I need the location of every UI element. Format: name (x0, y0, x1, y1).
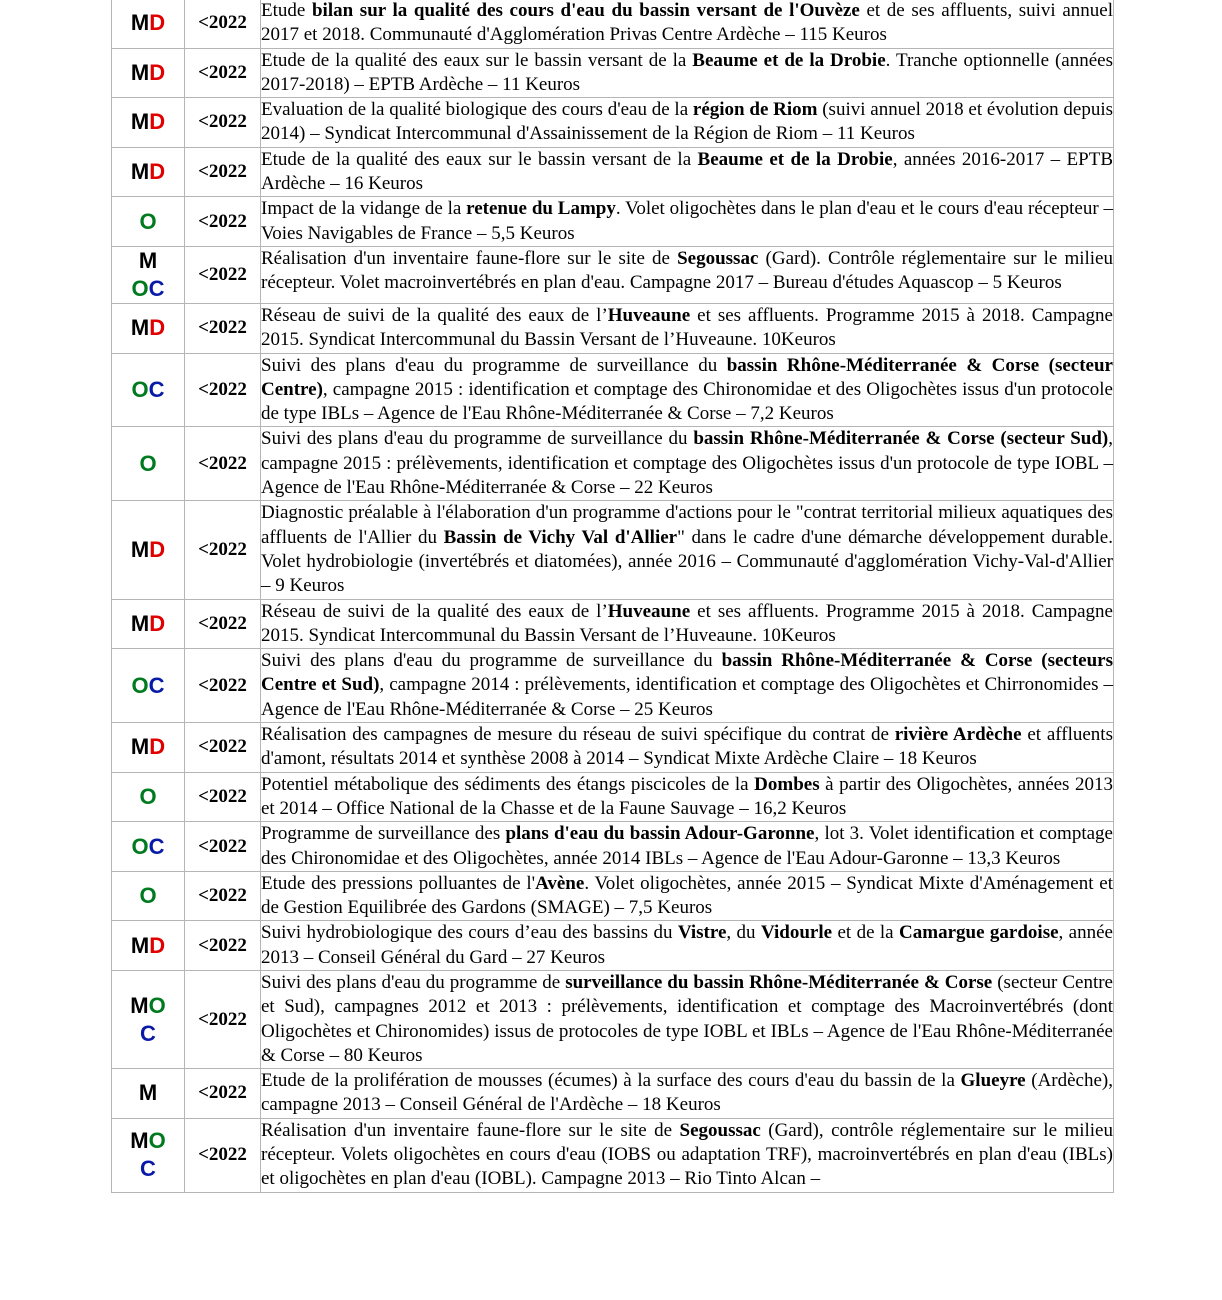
competence-letter: O (139, 450, 157, 476)
table-row (112, 48, 1114, 98)
description-text: Suivi des plans d'eau du programme de (261, 971, 566, 993)
description-text: Suivi des plans d'eau du programme de surveillance du (261, 650, 722, 672)
description-text: et ses affluents. Programme 2015 à 2018. Campagne 2015. Syndicat Intercommunal du Bassin Versant de l’Huveaune. 10Keuros (261, 304, 1113, 351)
competence-code (112, 48, 185, 98)
description-text: Réseau de suivi de la qualité des eaux de l’ (261, 600, 608, 622)
competence-letter: O (131, 833, 149, 859)
year-cell: <2022 (185, 98, 261, 148)
description-cell (261, 98, 1114, 148)
description-cell (261, 723, 1114, 773)
competence-letter: M (130, 315, 150, 341)
table-row (112, 246, 1114, 303)
description-text: Programme de surveillance des (261, 823, 506, 845)
year-cell: <2022 (185, 303, 261, 353)
highlighted-site: Beaume et de la Drobie (692, 49, 886, 71)
competence-letter: D (149, 59, 166, 85)
competence-code (112, 353, 185, 427)
competence-letter: C (140, 1156, 156, 1182)
description-text: , campagne 2015 : identification et comptage des Chironomidae et des Oligochètes issus d'un protocole de type IBLs – Agence de l'Eau Rhône-Méditerranée & Corse – 7,2 Keuros (261, 378, 1113, 425)
description-cell (261, 772, 1114, 822)
year-cell: <2022 (185, 970, 261, 1068)
description-cell (261, 921, 1114, 971)
highlighted-site: Dombes (754, 773, 820, 795)
table-row (112, 501, 1114, 599)
description-text: , du (726, 922, 761, 944)
highlighted-site: retenue du Lampy (466, 198, 616, 220)
highlighted-site: bassin Rhône-Méditerranée & Corse (secteurs Centre et Sud) (261, 650, 1114, 696)
competence-letter: O (131, 275, 149, 301)
highlighted-site: Segoussac (679, 1119, 761, 1141)
competence-letter: M (130, 59, 150, 85)
competence-letter: M (130, 109, 150, 135)
competence-code-line (112, 733, 184, 761)
highlighted-site: bilan sur la qualité des cours d'eau du bassin versant de l'Ouvèze (311, 0, 860, 21)
highlighted-site: Segoussac (677, 247, 759, 269)
year-cell: <2022 (185, 197, 261, 247)
competence-code-line (112, 992, 184, 1020)
competence-letter: D (149, 159, 166, 185)
description-text: Potentiel métabolique des sédiments des étangs piscicoles de la (261, 773, 755, 795)
description-text: Réalisation d'un inventaire faune-flore sur le site de (261, 1119, 680, 1141)
references-table (111, 0, 1114, 1193)
competence-letter: D (149, 734, 166, 760)
competence-code-line (112, 1079, 184, 1107)
description-text: , campagne 2015 : prélèvements, identification et comptage des Oligochètes issus d'un protocole de type IOBL – Agence de l'Eau Rhône-Méditerranée & Corse – 22 Keuros (261, 428, 1113, 499)
description-text: Etude de la qualité des eaux sur le bassin versant de la (261, 148, 698, 170)
description-text: " dans le cadre d'une démarche développement durable. Volet hydrobiologie (invertébrés et diatomées), année 2016 – Communauté d'agglomération Vichy-Val-d'Allier – 9 Keuros (261, 526, 1113, 597)
description-text: (Gard). Contrôle réglementaire sur le milieu récepteur. Volet macroinvertébrés en plan d'eau. Campagne 2017 – Bureau d'études Aquascop – 5 Keuros (261, 247, 1113, 294)
table-row (112, 353, 1114, 427)
table-row (112, 1069, 1114, 1119)
competence-code-line (112, 833, 184, 861)
description-cell (261, 649, 1114, 723)
highlighted-site: région de Riom (692, 99, 818, 121)
year-cell: <2022 (185, 246, 261, 303)
competence-code (112, 246, 185, 303)
highlighted-site: plans d'eau du bassin Adour-Garonne (505, 823, 815, 845)
competence-code (112, 921, 185, 971)
competence-letter: M (130, 159, 150, 185)
table-row (112, 303, 1114, 353)
description-text: et de la (832, 922, 900, 944)
table-row (112, 147, 1114, 197)
competence-code-line (112, 783, 184, 811)
competence-code-line (112, 275, 184, 303)
description-text: , campagne 2014 : prélèvements, identification et comptage des Oligochètes et Chirronomides – Agence de l'Eau Rhône-Méditerranée & Corse – 25 Keuros (261, 674, 1113, 720)
table-row (112, 98, 1114, 148)
competence-code-line (112, 932, 184, 960)
description-text: (Gard), contrôle réglementaire sur le milieu récepteur. Volets oligochètes en cours d'eau (IOBS ou adaptation TRF), macroinvertébrés en plan d'eau (IBLs) et oligochètes en plan d'eau (IOBL). Campagne 2013 – Rio Tinto Alcan – (261, 1119, 1113, 1190)
year-cell: <2022 (185, 1118, 261, 1192)
year-cell: <2022 (185, 723, 261, 773)
description-cell (261, 1118, 1114, 1192)
competence-code-line (112, 376, 184, 404)
description-text: . Tranche optionnelle (années 2017-2018) – EPTB Ardèche – 11 Keuros (261, 49, 1113, 95)
competence-code (112, 599, 185, 649)
competence-code (112, 871, 185, 921)
competence-letter: M (130, 536, 150, 562)
competence-letter: C (148, 833, 165, 859)
competence-code-line (112, 59, 184, 87)
year-cell: <2022 (185, 353, 261, 427)
competence-letter: M (130, 610, 150, 636)
competence-code (112, 1118, 185, 1192)
competence-code (112, 649, 185, 723)
description-text: (Ardèche), campagne 2013 – Conseil Général de l'Ardèche – 18 Keuros (261, 1070, 1113, 1116)
description-cell (261, 197, 1114, 247)
table-row (112, 1118, 1114, 1192)
table-row (112, 197, 1114, 247)
description-text: Etude de la qualité des eaux sur le bassin versant de la (261, 49, 693, 71)
competence-code (112, 98, 185, 148)
competence-letter: M (130, 1128, 149, 1154)
competence-letter: C (140, 1020, 156, 1046)
highlighted-site: bassin Rhône-Méditerranée & Corse (secteur Sud) (693, 428, 1109, 450)
competence-letter: D (149, 610, 166, 636)
description-cell (261, 303, 1114, 353)
year-cell: <2022 (185, 501, 261, 599)
highlighted-site: Avène (535, 872, 585, 894)
competence-code-line (112, 450, 184, 478)
table-row (112, 772, 1114, 822)
year-cell: <2022 (185, 147, 261, 197)
description-text: Evaluation de la qualité biologique des cours d'eau de la (261, 99, 693, 121)
highlighted-site: Vidourle (760, 922, 833, 944)
description-cell (261, 970, 1114, 1068)
year-cell: <2022 (185, 649, 261, 723)
references-table-body (112, 0, 1114, 1192)
competence-letter: C (148, 377, 165, 402)
year-cell: <2022 (185, 427, 261, 501)
description-cell (261, 246, 1114, 303)
description-text: Suivi des plans d'eau du programme de surveillance du (261, 428, 694, 450)
highlighted-site: rivière Ardèche (894, 724, 1022, 746)
description-cell (261, 427, 1114, 501)
description-text: Réseau de suivi de la qualité des eaux de l’ (261, 304, 608, 326)
description-cell (261, 501, 1114, 599)
description-text: Réalisation des campagnes de mesure du réseau de suivi spécifique du contrat de (261, 724, 895, 746)
competence-code (112, 303, 185, 353)
competence-letter: D (149, 10, 166, 36)
description-text: . Volet oligochètes dans le plan d'eau et le cours d'eau récepteur – Voies Navigables de France – 5,5 Keuros (261, 198, 1113, 244)
description-text: et de ses affluents, suivi annuel 2017 et 2018. Communauté d'Agglomération Privas Centre Ardèche – 115 Keuros (261, 0, 1114, 46)
description-cell (261, 599, 1114, 649)
highlighted-site: Camargue gardoise (899, 922, 1059, 944)
description-text: Suivi hydrobiologique des cours d’eau des bassins du (261, 922, 678, 944)
year-cell: <2022 (185, 822, 261, 872)
year-cell: <2022 (185, 0, 261, 48)
competence-code (112, 772, 185, 822)
description-text: Diagnostic préalable à l'élaboration d'un programme d'actions pour le "contrat territorial milieux aquatiques des affluents de l'Allier du (261, 502, 1113, 548)
highlighted-site: surveillance du bassin Rhône-Méditerranée & Corse (565, 971, 993, 993)
competence-letter: O (131, 377, 149, 402)
year-cell: <2022 (185, 1069, 261, 1119)
description-text: , année 2013 – Conseil Général du Gard – 27 Keuros (261, 922, 1113, 968)
competence-letter: M (130, 10, 150, 36)
highlighted-site: Huveaune (607, 304, 691, 326)
competence-code-line (112, 108, 184, 136)
highlighted-site: bassin Rhône-Méditerranée & Corse (secteur Centre) (261, 354, 1113, 400)
competence-code-line (112, 1020, 184, 1048)
description-text: . Volet oligochètes, année 2015 – Syndicat Mixte d'Aménagement et de Gestion Equilibrée des Gardons (SMAGE) – 7,5 Keuros (261, 872, 1113, 919)
competence-code (112, 723, 185, 773)
description-text: (suivi annuel 2018 et évolution depuis 2014) – Syndicat Intercommunal d'Assainissement de la Région de Riom – 11 Keuros (261, 99, 1114, 145)
table-row (112, 427, 1114, 501)
competence-code (112, 1069, 185, 1119)
description-text: Etude (261, 0, 312, 21)
competence-letter: C (148, 275, 165, 301)
highlighted-site: Bassin de Vichy Val d'Allier (443, 526, 678, 548)
description-text: Suivi des plans d'eau du programme de surveillance du (261, 354, 727, 376)
competence-code-line (112, 536, 184, 564)
competence-letter: M (130, 734, 150, 760)
table-row (112, 921, 1114, 971)
competence-letter: O (148, 992, 166, 1018)
competence-letter: O (148, 1128, 166, 1154)
competence-code-line (112, 314, 184, 342)
competence-letter: O (139, 783, 157, 809)
competence-letter: C (148, 672, 165, 698)
competence-letter: O (139, 883, 157, 909)
competence-code-line (112, 610, 184, 638)
description-cell (261, 147, 1114, 197)
description-cell (261, 353, 1114, 427)
description-cell (261, 1069, 1114, 1119)
competence-letter: M (138, 1080, 158, 1106)
competence-code-line (112, 247, 184, 275)
year-cell: <2022 (185, 772, 261, 822)
competence-code-line (112, 672, 184, 700)
description-text: et ses affluents. Programme 2015 à 2018. Campagne 2015. Syndicat Intercommunal du Bassin Versant de l’Huveaune. 10Keuros (261, 600, 1113, 646)
description-text: Impact de la vidange de la (261, 198, 467, 220)
competence-letter: D (149, 932, 166, 958)
year-cell: <2022 (185, 921, 261, 971)
description-text: Réalisation d'un inventaire faune-flore sur le site de (261, 247, 678, 269)
competence-code-line (112, 1127, 184, 1155)
description-text: , lot 3. Volet identification et comptage des Chironomidae et des Oligochètes, année 2014 IBLs – Agence de l'Eau Adour-Garonne – 13,3 Keuros (261, 823, 1113, 869)
competence-code (112, 501, 185, 599)
description-text: et affluents d'amont, résultats 2014 et synthèse 2008 à 2014 – Syndicat Mixte Ardèche Claire – 18 Keuros (261, 724, 1113, 770)
competence-code-line (112, 882, 184, 910)
description-cell (261, 871, 1114, 921)
competence-letter: D (149, 315, 166, 341)
description-cell (261, 822, 1114, 872)
highlighted-site: Huveaune (607, 600, 691, 622)
year-cell: <2022 (185, 48, 261, 98)
competence-letter: M (130, 932, 150, 958)
competence-code-line (112, 158, 184, 186)
highlighted-site: Beaume et de la Drobie (697, 148, 893, 170)
competence-code (112, 147, 185, 197)
competence-letter: O (139, 208, 157, 234)
table-row (112, 0, 1114, 48)
competence-letter: O (131, 672, 149, 698)
competence-code-line (112, 208, 184, 236)
competence-code (112, 970, 185, 1068)
competence-code-line (112, 9, 184, 37)
description-cell (261, 48, 1114, 98)
competence-letter: M (130, 992, 149, 1018)
description-cell (261, 0, 1114, 48)
table-row (112, 871, 1114, 921)
competence-code-line (112, 1155, 184, 1183)
competence-code (112, 822, 185, 872)
description-text: à partir des Oligochètes, années 2013 et 2014 – Office National de la Chasse et de la Faune Sauvage – 16,2 Keuros (261, 773, 1113, 819)
year-cell: <2022 (185, 871, 261, 921)
description-text: Etude des pressions polluantes de l' (261, 872, 536, 894)
description-text: (secteur Centre et Sud), campagnes 2012 et 2013 : prélèvements, identification et comptage des Macroinvertébrés (dont Oligochètes et Chironomides) issus de protocoles de type IOBL et IBLs – Agence de l'Eau Rhône-Méditerranée & Corse – 80 Keuros (261, 971, 1113, 1066)
table-row (112, 723, 1114, 773)
highlighted-site: Glueyre (960, 1070, 1026, 1092)
table-row (112, 970, 1114, 1068)
table-row (112, 649, 1114, 723)
competence-letter: M (138, 247, 158, 273)
competence-letter: D (149, 109, 166, 135)
description-text: , années 2016-2017 – EPTB Ardèche – 16 Keuros (261, 148, 1113, 195)
competence-code (112, 427, 185, 501)
competence-letter: D (149, 536, 166, 562)
highlighted-site: Vistre (677, 922, 727, 944)
competence-code (112, 197, 185, 247)
competence-code (112, 0, 185, 48)
year-cell: <2022 (185, 599, 261, 649)
description-text: Etude de la prolifération de mousses (écumes) à la surface des cours d'eau du bassin de la (261, 1070, 961, 1092)
table-row (112, 599, 1114, 649)
table-row (112, 822, 1114, 872)
